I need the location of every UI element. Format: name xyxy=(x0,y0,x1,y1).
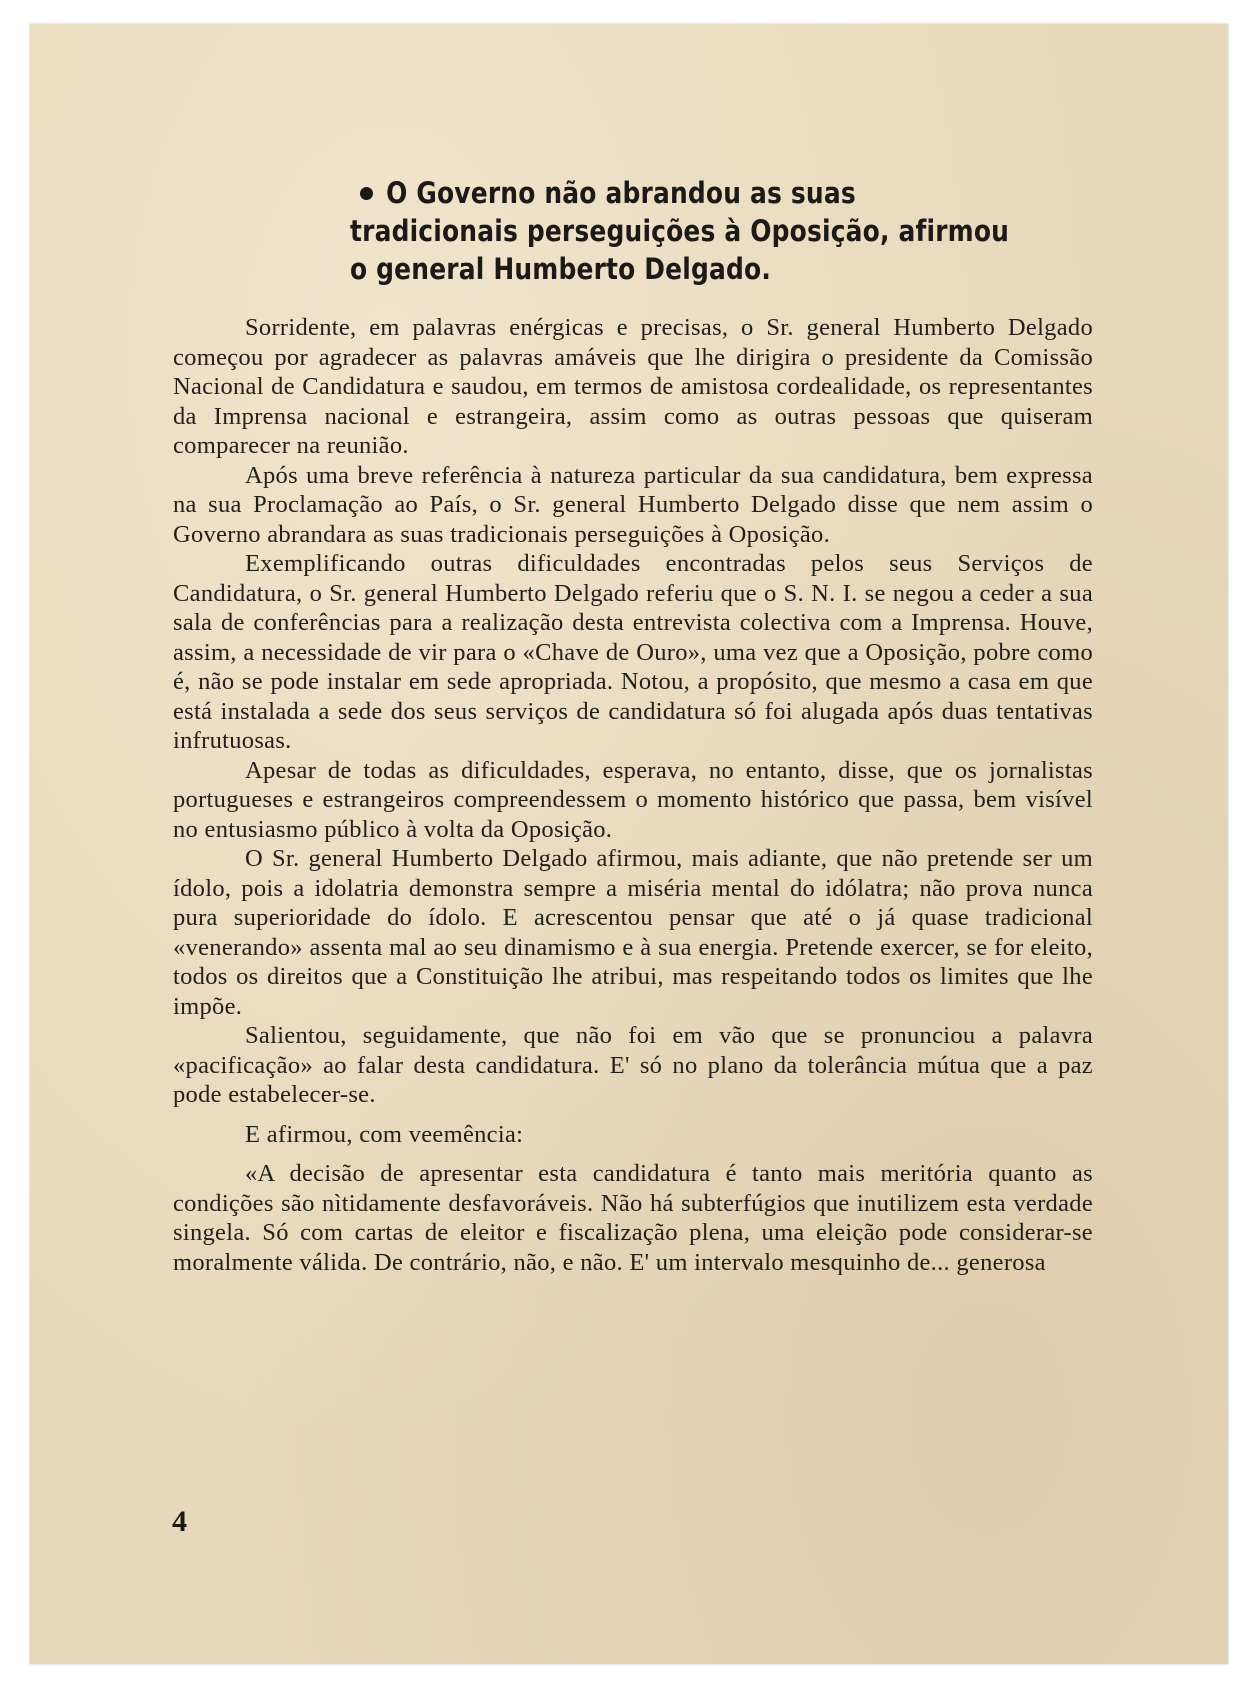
paragraph: Salientou, seguidamente, que não foi em vão que se pronunciou a palavra «pacificação» ao falar desta candidatura. E' só no plano da tolerância mútua que a paz pode estabelecer-se. xyxy=(173,1022,1093,1108)
paragraph: E afirmou, com veemência: xyxy=(245,1120,524,1148)
headline xyxy=(350,174,1029,288)
article-body xyxy=(173,313,1093,1277)
quote-paragraph: «A decisão de apresentar esta candidatura é tanto mais meritória quanto as condições são nìtidamente desfavoráveis. Não há subterfúgios que inutilizem esta verdade singela. Só com cartas de eleitor e fiscalização plena, uma eleição pode considerar-se moralmente válida. De contrário, não, e não. E' um intervalo mesquinho de... generosa xyxy=(173,1160,1093,1276)
paragraph: Sorridente, em palavras enérgicas e precisas, o Sr. general Humberto Delgado começou por agradecer as palavras amáveis que lhe dirigira o presidente da Comissão Nacional de Candidatura e saudou, em termos de amistosa cordealidade, os representantes da Imprensa nacional e estrangeira, assim como as outras pessoas que quiseram comparecer na reunião. xyxy=(173,314,1093,459)
paragraph: O Sr. general Humberto Delgado afirmou, mais adiante, que não pretende ser um ídolo, pois a idolatria demonstra sempre a miséria mental do idólatra; não prova nunca pura superioridade do ídolo. E acrescentou pensar que até o já quase tradicional «venerando» assenta mal ao seu dinamismo e à sua energia. Pretende exercer, se for eleito, todos os direitos que a Constituição lhe atribui, mas respeitando todos os limites que lhe impõe. xyxy=(173,845,1093,1020)
page-number: 4 xyxy=(172,1505,187,1538)
paragraph: Apesar de todas as dificuldades, esperava, no entanto, disse, que os jornalistas portugueses e estrangeiros compreendessem o momento histórico que passa, bem visível no entusiasmo público à volta da Oposição. xyxy=(173,756,1093,843)
headline-text: O Governo não abrandou as suas tradicionais perseguições à Oposição, afirmou o general Humberto Delgado. xyxy=(350,176,1010,286)
paragraph: Exemplificando outras dificuldades encontradas pelos seus Serviços de Candidatura, o Sr. general Humberto Delgado referiu que o S. N. I. se negou a ceder a sua sala de conferências para a realização desta entrevista colectiva com a Imprensa. Houve, assim, a necessidade de vir para o «Chave de Ouro», uma vez que a Oposição, pobre como é, não se pode instalar em sede apropriada. Notou, a propósito, que mesmo a casa em que está instalada a sede dos seus serviços de candidatura só foi alugada após duas tentativas infrutuosas. xyxy=(173,550,1093,754)
paragraph: Após uma breve referência à natureza particular da sua candidatura, bem expressa na sua Proclamação ao País, o Sr. general Humberto Delgado disse que nem assim o Governo abrandara as suas tradicionais perseguições à Oposição. xyxy=(173,461,1093,548)
